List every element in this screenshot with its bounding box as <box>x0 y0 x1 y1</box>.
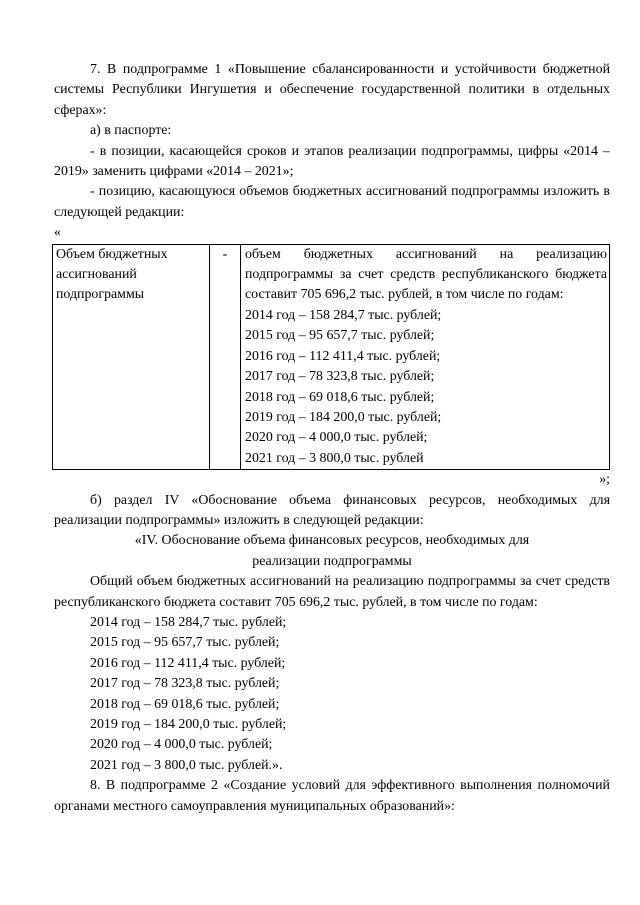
table-year-line: 2021 год – 3 800,0 тыс. рублей <box>245 450 424 466</box>
passport-table <box>52 244 610 470</box>
item7-b: б) раздел IV «Обоснование объема финансовых ресурсов, необходимых для реализации подпрограммы» изложить в следующей редакции: <box>54 492 610 528</box>
table-year-line: 2020 год – 4 000,0 тыс. рублей; <box>245 430 428 446</box>
year-line: 2018 год – 69 018,6 тыс. рублей; <box>90 696 280 712</box>
table-year-line: 2015 год – 95 657,7 тыс. рублей; <box>245 328 435 344</box>
open-quote: « <box>54 225 61 241</box>
table-text: объем бюджетных ассигнований на реализацию подпрограммы за счет средств республиканского бюджета составит 705 696,2 тыс. рублей, в том числе по годам: <box>245 246 607 303</box>
year-line: 2019 год – 184 200,0 тыс. рублей; <box>90 717 287 732</box>
table-dash-cell: - <box>210 244 241 469</box>
year-line: 2021 год – 3 800,0 тыс. рублей.». <box>90 757 283 773</box>
year-line: 2020 год – 4 000,0 тыс. рублей; <box>90 737 273 753</box>
total-paragraph: Общий объем бюджетных ассигнований на реализацию подпрограммы за счет средств республиканского бюджета составит 705 696,2 тыс. рублей, в том числе по годам: <box>54 574 610 610</box>
item7-a1: - в позиции, касающейся сроков и этапов реализации подпрограммы, цифры «2014 – 2019» заменить цифрами «2014 – 2021»; <box>54 143 610 180</box>
table-content-cell <box>241 244 610 469</box>
section-heading-line1: «IV. Обоснование объема финансовых ресурсов, необходимых для <box>134 533 530 549</box>
year-line: 2016 год – 112 411,4 тыс. рублей; <box>90 655 286 671</box>
document-page <box>54 60 610 817</box>
table-label-cell: Объем бюджетных ассигнований подпрограммы <box>53 244 210 469</box>
item7-a2: - позицию, касающуюся объемов бюджетных ассигнований подпрограммы изложить в следующей редакции: <box>54 184 610 220</box>
item7-a: а) в паспорте: <box>90 123 172 139</box>
table-year-line: 2016 год – 112 411,4 тыс. рублей; <box>245 348 441 364</box>
table-year-line: 2017 год – 78 323,8 тыс. рублей; <box>245 369 435 385</box>
item7-intro: 7. В подпрограмме 1 «Повышение сбалансированности и устойчивости бюджетной системы Республики Ингушетия и обеспечение государственной политики в отдельных сферах»: <box>54 62 610 118</box>
year-line: 2014 год – 158 284,7 тыс. рублей; <box>90 614 287 630</box>
table-year-line: 2019 год – 184 200,0 тыс. рублей; <box>245 409 442 425</box>
item8-intro: 8. В подпрограмме 2 «Создание условий для эффективного выполнения полномочий органами местного самоуправления муниципальных образований»: <box>54 778 610 814</box>
table-row <box>53 244 610 469</box>
table-year-line: 2018 год – 69 018,6 тыс. рублей; <box>245 389 435 405</box>
close-quote: »; <box>599 472 610 488</box>
year-line: 2017 год – 78 323,8 тыс. рублей; <box>90 676 280 692</box>
year-line: 2015 год – 95 657,7 тыс. рублей; <box>90 635 280 651</box>
section-heading-line2: реализации подпрограммы <box>252 553 412 569</box>
table-year-line: 2014 год – 158 284,7 тыс. рублей; <box>245 307 442 323</box>
